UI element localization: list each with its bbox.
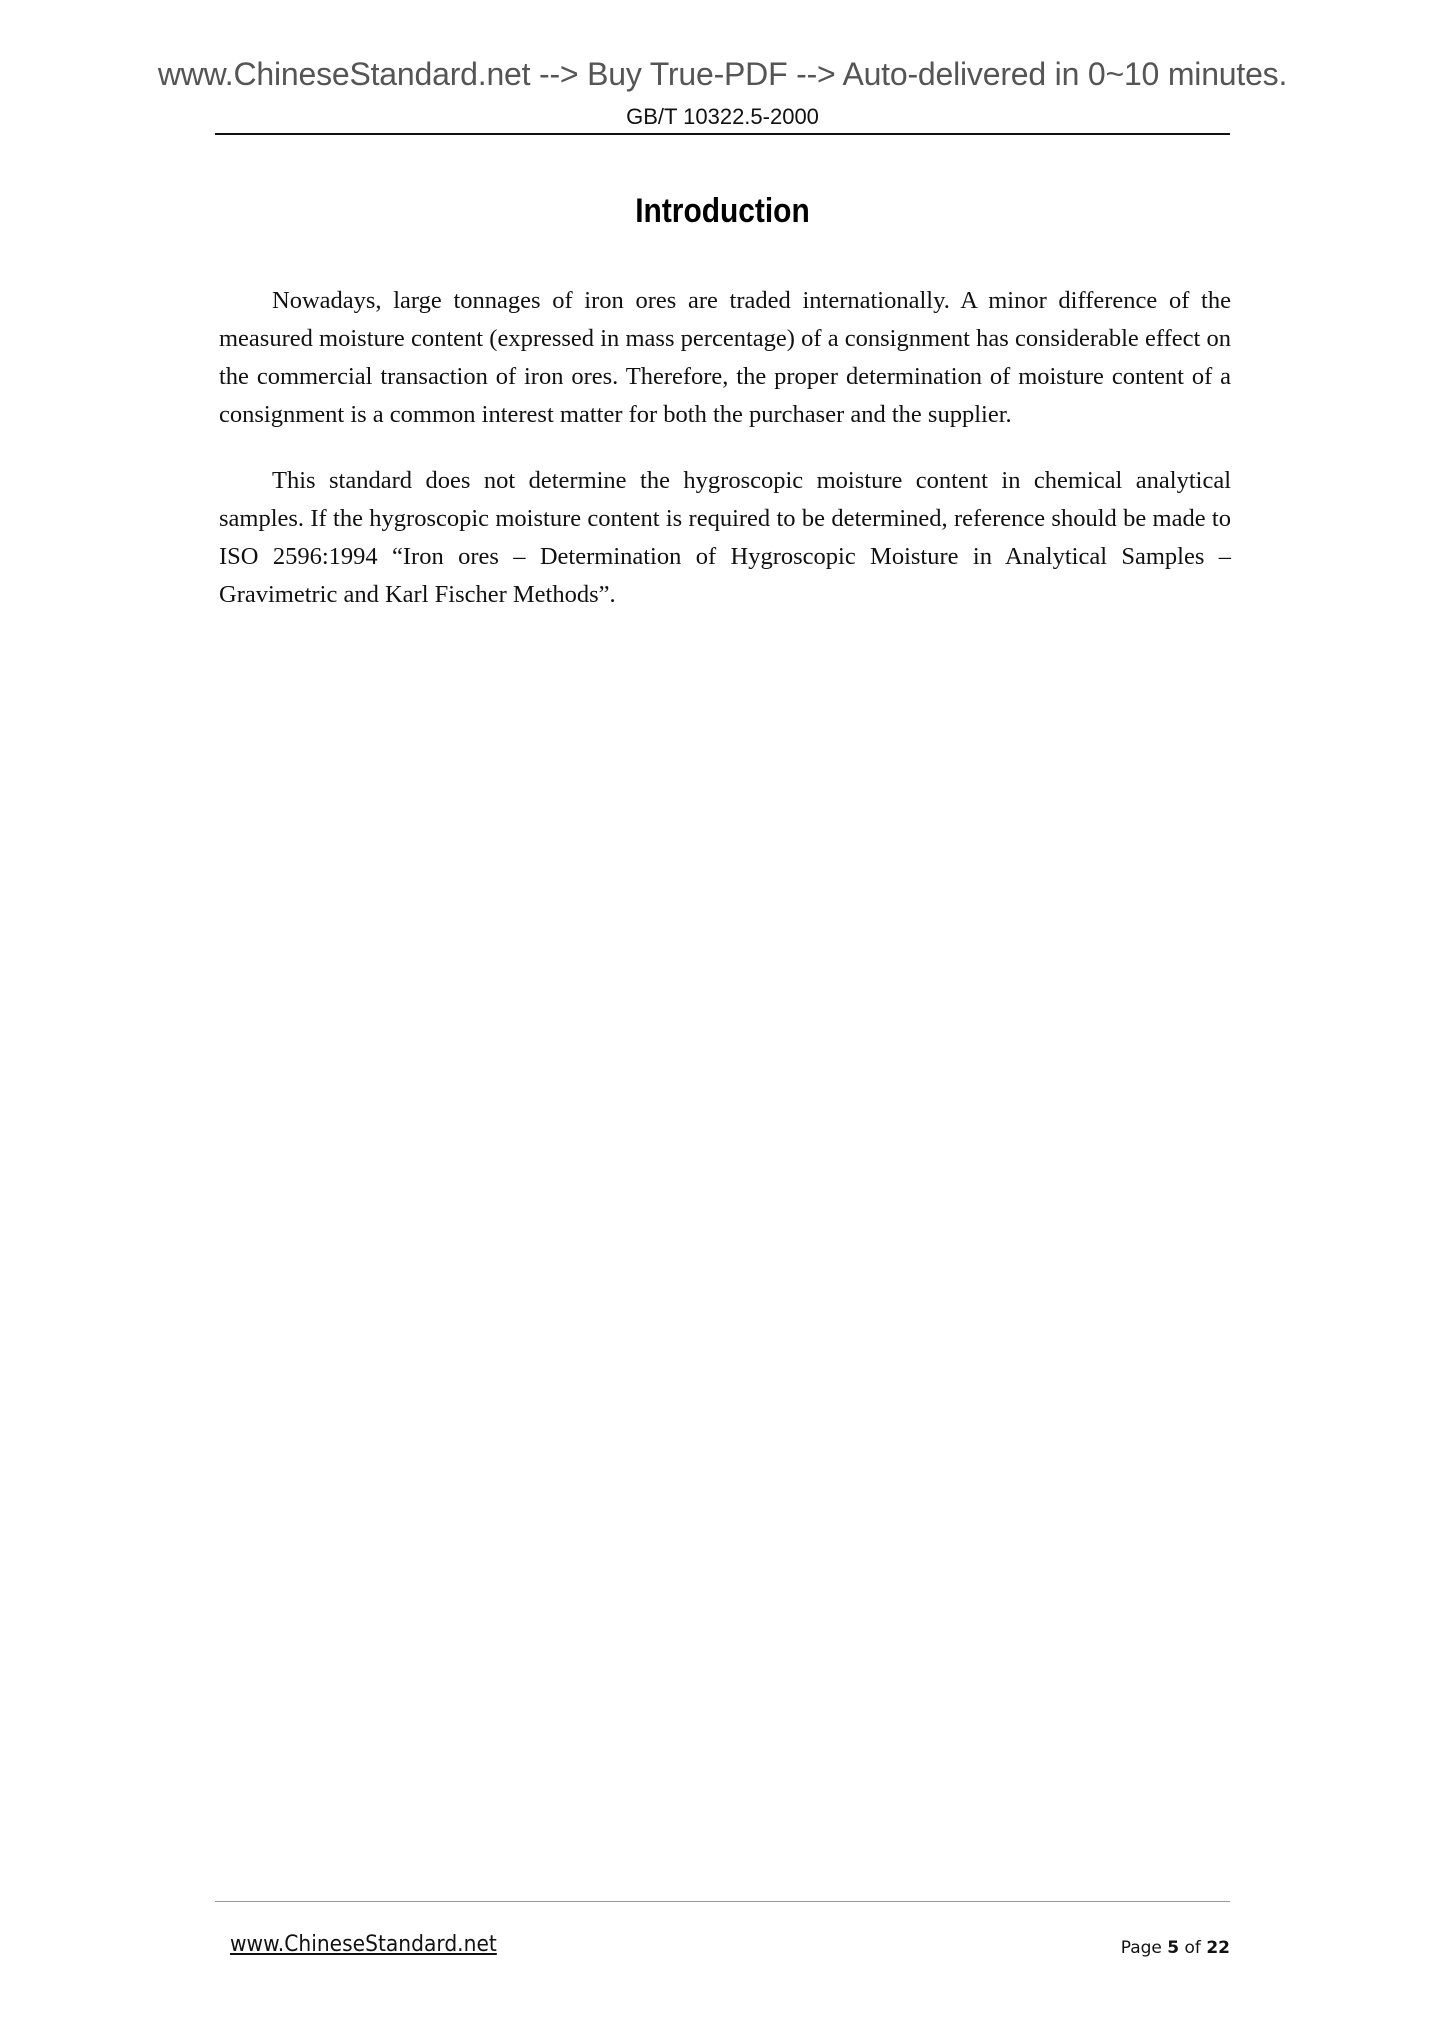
- footer-divider: [215, 1901, 1230, 1902]
- paragraph-2: This standard does not determine the hygroscopic moisture content in chemical analytical samples. If the hygroscopic moisture content is required to be determined, reference should be made to ISO 2596:1994 “Iron ores – Determination of Hygroscopic Moisture in Analytical Samples – Gravimetric and Karl Fischer Methods”.: [219, 467, 1231, 608]
- page-of: of: [1184, 1938, 1201, 1958]
- header-divider: [215, 133, 1230, 135]
- page-prefix: Page: [1120, 1938, 1162, 1958]
- paragraph-1: Nowadays, large tonnages of iron ores are traded internationally. A minor difference of the measured moisture content (expressed in mass percentage) of a consignment has considerable effect on the commercial transaction of iron ores. Therefore, the proper determination of moisture content of a consignment is a common interest matter for both the purchaser and the supplier.: [219, 287, 1231, 428]
- document-body: [219, 282, 1231, 642]
- top-banner: www.ChineseStandard.net --> Buy True-PDF --> Auto-delivered in 0~10 minutes.: [157, 56, 1288, 92]
- page-title: Introduction: [635, 192, 810, 230]
- page-total: 22: [1206, 1938, 1230, 1958]
- standard-code: GB/T 10322.5-2000: [626, 104, 819, 129]
- page-number: [1121, 1938, 1230, 1958]
- page-current: 5: [1167, 1938, 1180, 1958]
- footer-website-link[interactable]: www.ChineseStandard.net: [230, 1932, 497, 1957]
